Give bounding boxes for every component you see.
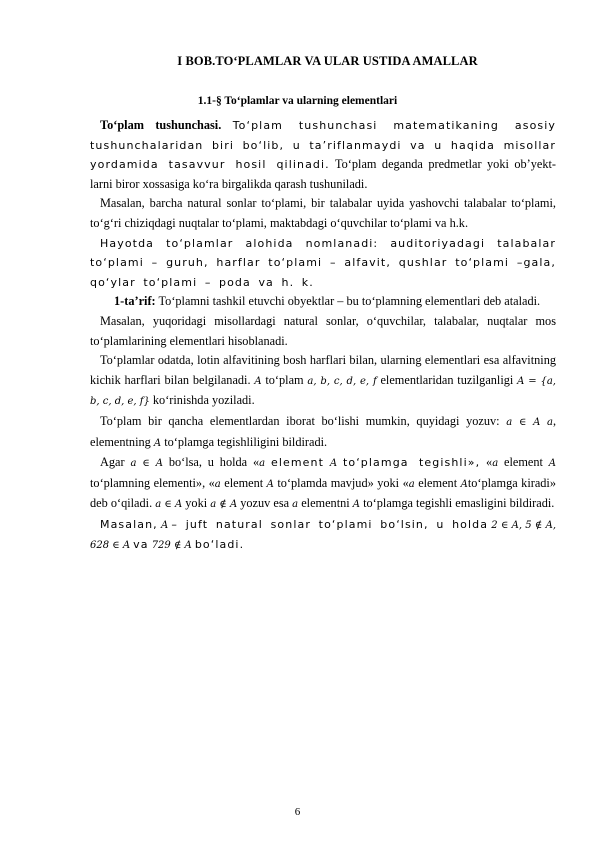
math-symbol: a <box>292 499 299 511</box>
paragraph-text: element <box>504 455 543 470</box>
paragraph-text: to‘plamning elementi», « <box>90 475 215 490</box>
math-symbol: a <box>408 478 415 490</box>
paragraph-text: va <box>133 538 149 552</box>
body-text <box>90 116 556 556</box>
paragraph-text: yoki <box>185 496 208 511</box>
paragraph-text: to‘plamga tegishli», <box>342 456 481 470</box>
paragraph-text: to‘plamga tegishli emasligini bildiradi. <box>363 496 555 511</box>
paragraph-3: Hayotda to‘plamlar alohida nomlanadi: auditoriyadagi talabalar to‘plami – guruh, harflar to‘plami – alfavit, qushlar to‘plami –gala, qo‘ylar to‘plami – poda va h. k. <box>90 236 556 289</box>
math-expression: a ∈ A <box>506 416 541 428</box>
spaced-text: To‘plam tushunchasi matematikaning asosiy tushunchalaridan biri bo‘lib, u ta’riflanmaydi va u haqida misollar yordamida tasavvur hosil qilinadi. <box>90 119 557 172</box>
math-symbol: a <box>492 458 499 470</box>
paragraph-text: – juft natural sonlar to‘plami bo‘lsin, u holda <box>171 517 489 531</box>
math-symbol: A <box>548 458 557 470</box>
paragraph-text: « <box>486 455 493 470</box>
paragraph-text: , elementning <box>90 413 557 449</box>
paragraph-text: yozuv esa <box>240 496 290 511</box>
math-symbol: A <box>254 375 262 387</box>
math-expression: A = {a, b, c, d, e, f} <box>90 375 556 408</box>
paragraph-5 <box>90 351 556 412</box>
paragraph-text: bo‘lsa, u holda « <box>168 455 260 470</box>
paragraph-text: elementlaridan tuzilganligi <box>380 372 514 387</box>
math-symbol: a <box>214 478 221 490</box>
paragraph-text: ko‘rinishda yoziladi. <box>152 393 255 408</box>
definition-label: 1-ta’rif: <box>114 294 156 309</box>
math-symbol: A <box>329 458 338 470</box>
math-expression: 2 ∈ A, <box>491 519 523 531</box>
paragraph-text: element <box>224 475 264 490</box>
paragraph-text: elementni <box>301 496 350 511</box>
math-expression: 5 ∉ A, <box>525 519 557 531</box>
chapter-heading: I BOB.TO‘PLAMLAR VA ULAR USTIDA AMALLAR <box>177 54 478 68</box>
math-symbol: A <box>153 437 162 449</box>
math-symbol: A <box>460 478 468 490</box>
paragraph-text: To‘plamlar odatda, lotin alfavitining bosh harflari bilan, ularning elementlari esa alfavitning kichik harflari bilan belgilanadi. <box>90 353 556 387</box>
paragraph-text: to‘plamga tegishliligini bildiradi. <box>164 434 328 449</box>
math-expression: a ∈ A <box>130 458 163 470</box>
paragraph-4: Masalan, yuqoridagi misollardagi natural sonlar, o‘quvchilar, talabalar, nuqtalar mos to‘plamlarining elementlari hisoblanadi. <box>90 313 556 348</box>
definition-text: To‘plamni tashkil etuvchi obyektlar – bu to‘plamning elementlari deb ataladi. <box>158 294 541 309</box>
paragraph-6 <box>90 412 556 453</box>
paragraph-8 <box>90 515 556 556</box>
section-heading: 1.1-§ To‘plamlar va ularning elementlari <box>197 95 398 107</box>
math-symbol: a <box>259 458 266 470</box>
math-symbol: A <box>352 499 361 511</box>
math-symbol: A <box>160 519 169 531</box>
paragraph-text: Agar <box>100 455 125 470</box>
paragraph-text: to‘plamda mavjud» yoki « <box>277 475 409 490</box>
paragraph-text: To‘plam bir qancha elementlardan iborat bo‘lishi mumkin, quyidagi yozuv: <box>100 413 500 428</box>
paragraph-text: to‘plamga kiradi» deb o‘qiladi. <box>90 475 556 511</box>
math-expression: 729 ∉ A <box>151 540 192 552</box>
paragraph-1 <box>90 116 556 194</box>
math-expression: 628 ∈ A <box>90 540 131 552</box>
page-number: 6 <box>294 806 301 818</box>
paragraph-text: element <box>418 475 458 490</box>
paragraph-text: to‘plam <box>265 372 304 387</box>
paragraph-text: Masalan, <box>100 517 158 531</box>
term-label: To‘plam tushunchasi. <box>100 118 222 132</box>
math-expression: a ∉ A <box>210 499 238 511</box>
paragraph-text: bo‘ladi. <box>194 538 245 552</box>
paragraph-text: To‘plam deganda predmetlar yoki ob’yekt-larni biror xossasiga ko‘ra birgalikda qarash tushuniladi. <box>90 157 556 191</box>
math-symbol: A <box>266 478 274 490</box>
math-expression: a ∈ A <box>155 499 183 511</box>
math-symbol: a <box>546 416 553 428</box>
paragraph-2: Masalan, barcha natural sonlar to‘plami, bir talabalar uyida yashovchi talabalar to‘plami, to‘g‘ri chiziqdagi nuqtalar to‘plami, maktabdagi o‘quvchilar to‘plami va h.k. <box>90 196 556 230</box>
math-expression: a, b, c, d, e, f <box>307 375 377 387</box>
paragraph-text: element <box>270 456 325 470</box>
paragraph-7 <box>90 453 556 515</box>
definition-1 <box>90 292 556 312</box>
